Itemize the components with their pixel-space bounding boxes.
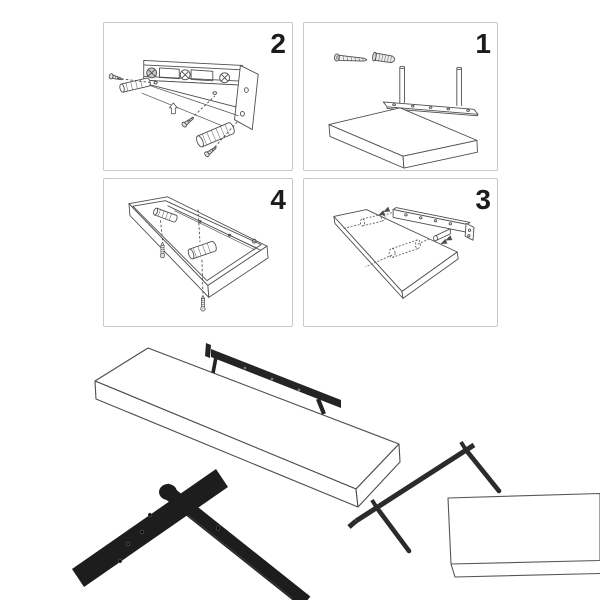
bracket-rod bbox=[400, 66, 405, 103]
step-number: 3 bbox=[475, 184, 491, 215]
panel-step-1 bbox=[303, 22, 498, 171]
dowel bbox=[195, 122, 236, 148]
shelf-onto-bracket-diagram bbox=[304, 179, 497, 326]
dowel bbox=[119, 78, 151, 93]
step-number: 1 bbox=[475, 28, 491, 59]
panel-step-3 bbox=[303, 178, 498, 327]
step-number: 2 bbox=[270, 28, 286, 59]
wall-anchor bbox=[372, 52, 395, 64]
screw bbox=[201, 295, 206, 311]
floating-shelf bbox=[95, 348, 400, 507]
shelf-underside-diagram bbox=[104, 179, 292, 326]
shelf-and-plate-diagram bbox=[304, 23, 497, 170]
screw bbox=[109, 73, 124, 81]
rail-flange bbox=[144, 80, 243, 107]
panel-step-4 bbox=[103, 178, 293, 327]
screw bbox=[204, 145, 218, 158]
shelf-board bbox=[329, 108, 477, 168]
shelf-corner bbox=[448, 494, 600, 578]
step-number: 4 bbox=[270, 184, 286, 215]
bracket-rod bbox=[457, 67, 462, 106]
screw bbox=[334, 54, 367, 63]
panel-step-2 bbox=[103, 22, 293, 171]
wall-rail-diagram bbox=[104, 23, 292, 170]
assembled-shelf-illustration bbox=[0, 330, 600, 600]
bracket-closeup bbox=[72, 469, 306, 600]
